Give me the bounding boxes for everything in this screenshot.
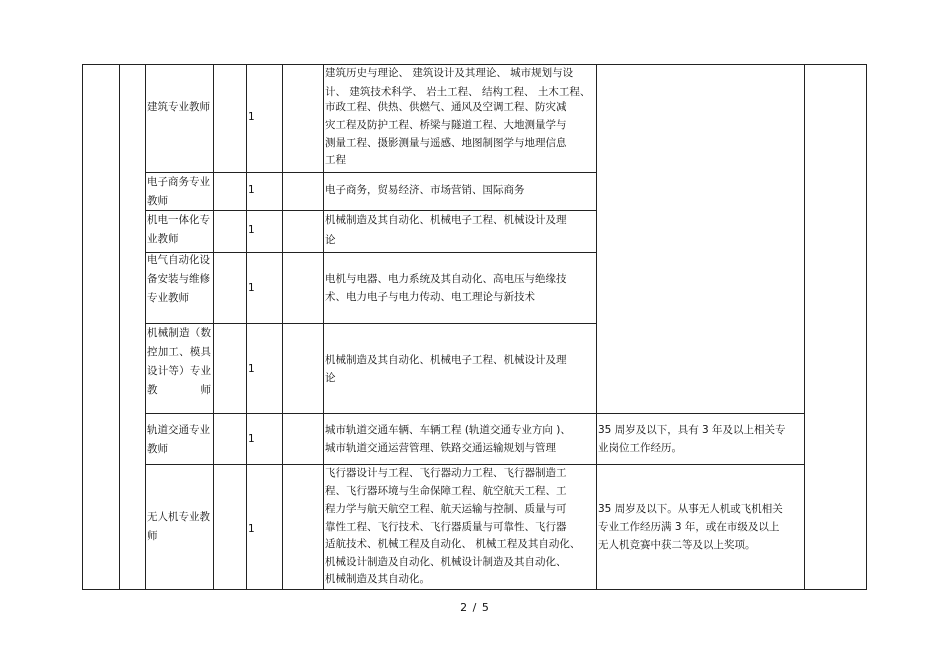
majors-line: 机械设计制造及自动化、机械设计制造及其自动化、 (325, 556, 567, 568)
majors-line: 适航技术、机械工程及自动化、 机械工程及其自动化、 (325, 538, 581, 550)
table-border-right (866, 64, 867, 590)
row-divider (145, 413, 804, 414)
majors-line: 城市轨道交通运营管理、铁路交通运输规划与管理 (325, 442, 556, 454)
count-cell: 1 (248, 224, 255, 236)
majors-line: 论 (325, 372, 336, 384)
majors-line: 建筑历史与理论、 建筑设计及其理论、 城市规划与设 (325, 67, 574, 79)
col-divider (213, 64, 214, 590)
count-cell: 1 (248, 363, 255, 375)
majors-line: 电机与电器、电力系统及其自动化、高电压与绝缘技 (325, 273, 567, 285)
majors-line: 机械制造及其自动化、机械电子工程、机械设计及理 (325, 354, 567, 366)
col-divider (804, 64, 805, 590)
majors-line: 程、飞行器环境与生命保障工程、航空航天工程、工 (325, 485, 567, 497)
majors-line: 电子商务，贸易经济、市场营销、国际商务 (325, 184, 525, 196)
count-cell: 1 (248, 433, 255, 445)
row-divider (145, 323, 596, 324)
majors-line: 程力学与航天航空工程、航天运输与控制、质量与可 (325, 503, 567, 515)
count-cell: 1 (248, 184, 255, 196)
table-border-bottom (82, 589, 867, 590)
row-divider (145, 252, 596, 253)
requirement-line: 专业工作经历满 3 年，或在市级及以上 (598, 521, 780, 533)
col-divider (145, 64, 146, 590)
requirement-line: 35 周岁及以下。从事无人机或飞机相关 (598, 503, 783, 515)
majors-line: 工程 (325, 154, 346, 166)
requirement-line: 业岗位工作经历。 (598, 442, 682, 454)
page-number: 2 / 5 (460, 601, 490, 614)
position-cell: 电子商务专业教师 (147, 176, 210, 207)
col-divider (323, 64, 324, 590)
position-cell: 电气自动化设备安装与维修专业教师 (147, 254, 210, 304)
count-cell: 1 (248, 523, 255, 535)
col-divider (596, 64, 597, 590)
col-divider (282, 64, 283, 590)
majors-line: 机械制造及其自动化、机械电子工程、机械设计及理 (325, 214, 567, 226)
majors-line: 术、电力电子与电力传动、电工理论与新技术 (325, 291, 535, 303)
position-cell: 建筑专业教师 (147, 101, 210, 113)
col-divider (246, 64, 247, 590)
majors-line: 计、 建筑技术科学、 岩土工程、 结构工程、 土木工程、 (325, 86, 591, 98)
table-border-left (82, 64, 83, 590)
position-cell: 机械制造（数控加工、模具设计等）专业教师 (147, 327, 211, 396)
requirement-line: 35 周岁及以下，具有 3 年及以上相关专 (598, 424, 786, 436)
position-cell: 机电一体化专业教师 (147, 214, 210, 245)
majors-line: 市政工程、供热、供燃气、通风及空调工程、防灾减 (325, 101, 567, 113)
majors-line: 论 (325, 234, 336, 246)
count-cell: 1 (248, 111, 255, 123)
position-cell: 轨道交通专业教师 (147, 424, 210, 455)
majors-line: 城市轨道交通车辆、车辆工程 (轨道交通专业方向 )、 (325, 424, 571, 436)
majors-line: 测量工程、摄影测量与遥感、地图制图学与地理信息 (325, 137, 567, 149)
majors-line: 飞行器设计与工程、飞行器动力工程、飞行器制造工 (325, 467, 567, 479)
majors-line: 靠性工程、飞行技术、飞行器质量与可靠性、飞行器 (325, 521, 567, 533)
col-divider (119, 64, 120, 590)
requirement-line: 无人机竞赛中获二等及以上奖项。 (598, 539, 756, 551)
count-cell: 1 (248, 282, 255, 294)
row-divider (145, 172, 596, 173)
position-cell: 无人机专业教师 (147, 511, 210, 542)
majors-line: 机械制造及其自动化。 (325, 573, 430, 585)
majors-line: 灾工程及防护工程、桥梁与隧道工程、大地测量学与 (325, 119, 567, 131)
